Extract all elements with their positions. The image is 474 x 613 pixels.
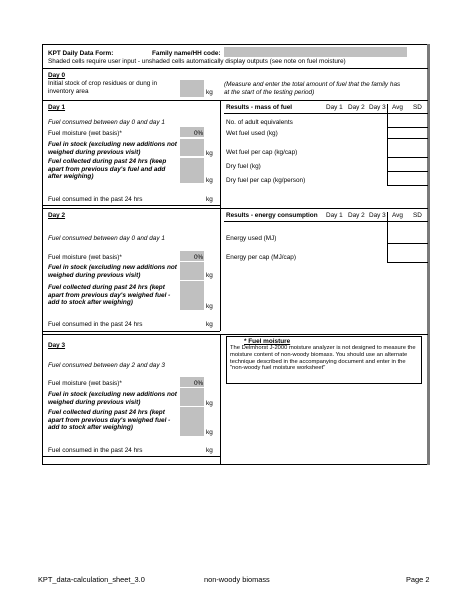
day1-collected-label: Fuel collected during past 24 hrs (keep apart from previous day's fuel and add after weighing)	[48, 158, 167, 181]
results-energy-row-line-2	[388, 262, 428, 263]
day3-consumed-unit: kg	[206, 447, 213, 454]
results-mass-header-line	[224, 113, 428, 114]
day1-bottom-line	[42, 205, 220, 206]
day2-consumed-label: Fuel consumed in the past 24 hrs	[48, 321, 143, 328]
results-energy-header-line	[224, 221, 428, 222]
day1-stock-unit: kg	[206, 150, 213, 157]
results-energy-col-sd: SD	[413, 212, 422, 219]
day0-divider	[42, 100, 428, 101]
day3-stock-input[interactable]	[180, 388, 204, 406]
day2-collected-input[interactable]	[180, 281, 204, 310]
day3-moisture-value: 0%	[194, 380, 204, 387]
results-mass-row-wet-fuel: Wet fuel used (kg)	[226, 130, 278, 137]
results-mass-col-day2: Day 2	[348, 104, 365, 111]
day3-consumed-between: Fuel consumed between day 2 and day 3	[48, 362, 165, 369]
header-note: Shaded cells require user input - unshaded cells automatically display outputs (see note on fuel moisture)	[48, 58, 346, 65]
day2-consumed-unit: kg	[206, 321, 213, 328]
day1-consumed-label: Fuel consumed in the past 24 hrs	[48, 196, 143, 203]
day2-moisture-value: 0%	[194, 254, 204, 261]
day2-consumed-between: Fuel consumed between day 0 and day 1	[48, 235, 165, 242]
results-mass-day3-divider	[387, 104, 388, 186]
results-mass-row-adult-eq: No. of adult equivalents	[226, 119, 293, 126]
day3-collected-unit: kg	[206, 429, 213, 436]
day1-consumed-between: Fuel consumed between day 0 and day 1	[48, 119, 165, 126]
family-name-input[interactable]	[224, 47, 407, 57]
day0-note: (Measure and enter the total amount of fuel that the family has at the start of the testing period)	[224, 81, 401, 96]
results-mass-row-dry-fuel: Dry fuel (kg)	[226, 163, 261, 170]
day1-moisture-label: Fuel moisture (wet basis)*	[48, 130, 122, 137]
form-title: KPT Daily Data Form:	[48, 50, 114, 57]
results-mass-row-line-4	[388, 171, 428, 172]
footer-center: non-woody biomass	[204, 575, 270, 584]
results-mass-row-line-5	[388, 185, 428, 186]
day1-bottom-line-2	[42, 208, 428, 209]
day1-collected-unit: kg	[206, 177, 213, 184]
moisture-note-text: The Delmhorst J-2000 moisture analyzer is not designed to measure the moisture content of non-woody biomass. You should use an alternate technique described in the accompanying document and enter in the "non-woody fuel moisture worksheet"	[230, 345, 416, 372]
footer-right: Page 2	[406, 575, 430, 584]
day3-stock-label: Fuel in stock (excluding new additions not weighed during previous visit)	[48, 391, 177, 406]
day3-title: Day 3	[48, 342, 66, 349]
results-mass-col-avg: Avg	[392, 104, 403, 111]
day2-moisture-label: Fuel moisture (wet basis)*	[48, 254, 122, 261]
results-mass-col-day1: Day 1	[326, 104, 343, 111]
day1-stock-input[interactable]	[180, 139, 204, 156]
results-mass-title: Results - mass of fuel	[226, 104, 293, 111]
results-energy-row-energy-per-cap: Energy per cap (MJ/cap)	[226, 254, 296, 261]
day1-moisture-value: 0%	[194, 130, 204, 137]
results-energy-day3-divider	[387, 212, 388, 263]
moisture-note-title: * Fuel moisture	[244, 338, 291, 345]
day0-title: Day 0	[48, 72, 66, 79]
day2-title: Day 2	[48, 212, 66, 219]
results-energy-col-avg: Avg	[392, 212, 403, 219]
day1-stock-label: Fuel in stock (excluding new additions not weighed during previous visit)	[48, 141, 177, 156]
day1-collected-input[interactable]	[180, 158, 204, 183]
header-divider	[42, 68, 428, 69]
results-mass-col-day3: Day 3	[369, 104, 386, 111]
day1-consumed-unit: kg	[206, 196, 213, 203]
results-energy-row-energy-used: Energy used (MJ)	[226, 235, 277, 242]
day3-collected-label: Fuel collected during past 24 hrs (kept apart from previous day's weighed fuel - add to stock after weighing)	[48, 409, 171, 432]
day3-consumed-label: Fuel consumed in the past 24 hrs	[48, 447, 143, 454]
day1-title: Day 1	[48, 104, 66, 111]
day2-stock-label: Fuel in stock (excluding new additions not weighed during previous visit)	[48, 264, 177, 279]
center-divider-top	[220, 100, 221, 331]
results-mass-row-line-3	[388, 157, 428, 158]
results-mass-row-line-2	[388, 138, 428, 139]
results-mass-row-wet-per-cap: Wet fuel per cap (kg/cap)	[226, 149, 298, 156]
results-mass-row-dry-per-cap: Dry fuel per cap (kg/person)	[226, 177, 306, 184]
day3-moisture-label: Fuel moisture (wet basis)*	[48, 380, 122, 387]
results-mass-row-line-1	[388, 127, 428, 128]
center-divider-bottom	[220, 334, 221, 465]
day2-collected-unit: kg	[206, 303, 213, 310]
footer-left: KPT_data-calculation_sheet_3.0	[38, 575, 145, 584]
day2-collected-label: Fuel collected during past 24 hrs (kept apart from previous day's weighed fuel - add to stock after weighing)	[48, 284, 171, 307]
middle-divider	[42, 334, 428, 335]
day0-initial-stock-label: Initial stock of crop residues or dung in inventory area	[48, 80, 158, 95]
day0-unit: kg	[206, 89, 213, 96]
results-energy-col-day1: Day 1	[326, 212, 343, 219]
results-energy-row-line-1	[388, 243, 428, 244]
results-energy-col-day2: Day 2	[348, 212, 365, 219]
results-energy-col-day3: Day 3	[369, 212, 386, 219]
frame-shadow-right	[427, 44, 430, 465]
day2-bottom-line	[42, 331, 220, 332]
family-name-label: Family name/HH code:	[152, 50, 221, 57]
results-mass-col-sd: SD	[413, 104, 422, 111]
day3-collected-input[interactable]	[180, 407, 204, 436]
day2-stock-input[interactable]	[180, 262, 204, 280]
day2-stock-unit: kg	[206, 272, 213, 279]
results-energy-title: Results - energy consumption	[226, 212, 318, 219]
day3-stock-unit: kg	[206, 400, 213, 407]
day0-initial-stock-input[interactable]	[180, 80, 204, 97]
day3-bottom-line	[42, 456, 220, 457]
